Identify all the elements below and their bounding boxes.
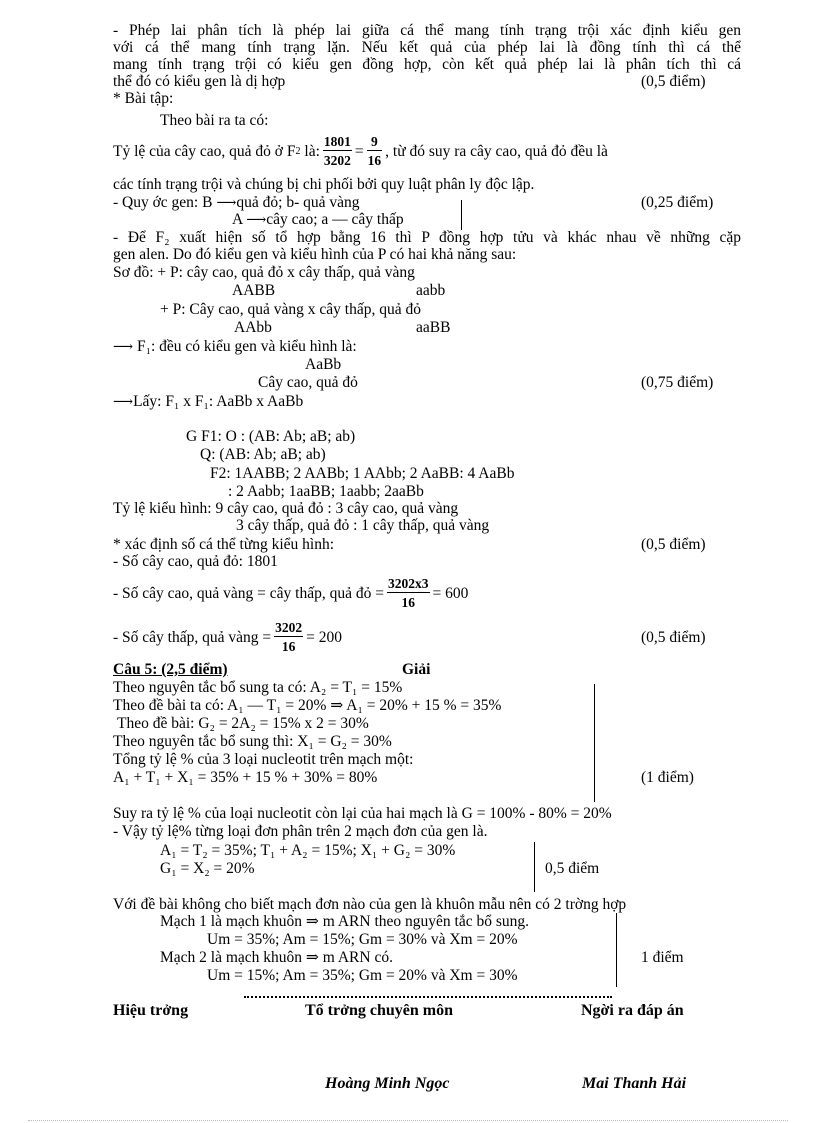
gamete-f1-male: G F1: O : (AB: Ab; aB; ab) [186, 428, 356, 445]
score-q5-part2: 0,5 điểm [545, 860, 600, 877]
count-tall-red: - Số cây cao, quả đỏ: 1801 [113, 553, 278, 570]
fraction-9-16 [367, 134, 383, 168]
f2-genotypes-line1: F2: 1AABB; 2 AABb; 1 AAbb; 2 AaBB: 4 AaBb [210, 465, 515, 482]
q5-line6: A₁ + T₁ + X₁ = 35% + 15 % + 30% = 80% [113, 769, 378, 786]
question5-title: Câu 5: (2,5 điểm) [113, 661, 228, 678]
f1-line [113, 338, 357, 356]
f1-genotype: AaBb [305, 356, 342, 373]
diagram-p2: + P: Cây cao, quả vàng x cây thấp, quả đỏ [160, 301, 421, 318]
gene-convention-b: quả đỏ; b- quả vàng [236, 194, 360, 211]
q5-line5: Tổng tỷ lệ % của 3 loại nucleotit trên mạch một: [113, 751, 414, 768]
vertical-bracket [461, 200, 462, 230]
vertical-bracket [594, 684, 595, 802]
fraction-numerator: 3202x3 [388, 576, 429, 591]
count-short-yellow-line [113, 616, 342, 658]
q5-per-strand-line2: G₁ = X₂ = 20% [160, 860, 255, 877]
signature-title-principal: Hiệu trởng [113, 1002, 189, 1019]
score-count: (0,5 điểm) [641, 536, 706, 553]
diagram-p1: Sơ đồ: + P: cây cao, quả đỏ x cây thấp, quả vàng [113, 264, 415, 281]
score-gene-convention: (0,25 điểm) [641, 194, 714, 211]
ratio-sub: 2 [295, 145, 301, 157]
q5-per-strand-line1: A₁ = T₂ = 35%; T₁ + A₂ = 15%; X₁ + G₂ = 30% [160, 842, 456, 859]
fraction-numerator: 1801 [323, 134, 351, 149]
score-f1: (0,75 điểm) [641, 374, 714, 391]
ratio-line: Tỷ lệ của cây cao, quả đỏ ở F 2 là: $\frac{1801}{3202}$ = $\frac{9}{16}$ , từ đó suy ra cây cao, quả đỏ đều là [113, 134, 608, 168]
q5-line1: Theo nguyên tắc bổ sung ta có: A₂ = T₁ = 15% [113, 679, 403, 696]
gene-convention-line1 [113, 194, 360, 212]
count-short-yellow-result: = 200 [306, 628, 342, 646]
f1-cross-line [113, 393, 303, 411]
count-heading: * xác định số cá thể từng kiểu hình: [113, 536, 335, 553]
fraction-denominator: 16 [367, 153, 382, 168]
para-testcross-line3: mang tính trạng trội có kiểu gen đồng hợp, còn kết quả phép lai là phân tích thì cá [113, 56, 741, 73]
arrow-right-icon: ⟶ [113, 395, 134, 410]
fraction-1801-3202 [323, 134, 352, 168]
fraction-numerator: 9 [367, 134, 383, 151]
q5-case2-values: Um = 15%; Am = 35%; Gm = 20% và Xm = 30% [207, 967, 518, 984]
signature-name-head: Hoàng Minh Ngọc [325, 1075, 450, 1092]
fraction-numerator: 3202 [275, 620, 303, 635]
q5-case1: Mạch 1 là mạch khuôn ⇒ m ARN theo nguyên tắc bổ sung. [160, 913, 529, 930]
count-short-yellow-text: - Số cây thấp, quả vàng = [113, 628, 272, 646]
genotype-aabb-dominant: AABB [232, 282, 276, 299]
q5-line3: Theo đề bài: G₂ = 2A₂ = 15% x 2 = 30% [117, 715, 369, 732]
gene-convention-label: - Quy ớc gen: B [113, 194, 213, 211]
genotype-aabb-recessive: aabb [416, 282, 446, 299]
f2-condition-line2: gen alen. Do đó kiểu gen và kiểu hình của P có hai khả năng sau: [113, 246, 517, 263]
f1-cross-text: Lấy: F₁ x F₁: AaBb x AaBb [133, 393, 304, 410]
genotype-aabb-p2-2: aaBB [416, 319, 451, 336]
exercise-intro: Theo bài ra ta có: [160, 112, 269, 129]
phenotype-ratio-line2: 3 cây thấp, quả đỏ : 1 cây thấp, quả vàng [236, 517, 490, 534]
fraction-denominator: 16 [401, 595, 415, 610]
solution-heading: Giải [402, 661, 431, 678]
ratio-prefix: Tỷ lệ của cây cao, quả đỏ ở F [113, 142, 296, 160]
score-q5-part1: (1 điểm) [641, 769, 694, 786]
q5-case1-values: Um = 35%; Am = 15%; Gm = 30% và Xm = 20% [207, 931, 518, 948]
fraction-denominator: 16 [281, 639, 296, 654]
gene-convention-a: A [232, 211, 243, 228]
vertical-bracket [616, 913, 617, 987]
vertical-bracket [534, 842, 535, 892]
arrow-right-icon: ⟶ [246, 213, 267, 228]
para-testcross-line1: - Phép lai phân tích là phép lai giữa cá thể mang tính trạng trội xác định kiểu gen [113, 22, 741, 39]
signature-name-author: Mai Thanh Hải [582, 1075, 687, 1092]
signature-title-author: Ngời ra đáp án [581, 1002, 684, 1019]
genotype-aabb-p2-1: AAbb [234, 319, 272, 336]
gene-convention-a-desc: cây cao; a — cây thấp [266, 211, 404, 228]
q5-line4: Theo nguyên tắc bổ sung thì: X₁ = G₂ = 30% [113, 733, 392, 750]
count-tall-yellow-line [113, 572, 468, 614]
gene-convention-line2 [232, 211, 404, 229]
f1-text: F₁: đều có kiểu gen và kiểu hình là: [136, 338, 357, 355]
arrow-right-icon: ⟶ [216, 196, 237, 211]
q5-per-strand-heading: - Vậy tỷ lệ% từng loại đơn phân trên 2 mạch đơn của gen là. [113, 823, 488, 840]
signature-title-head: Tổ trởng chuyên môn [305, 1002, 453, 1019]
exercise-heading: * Bài tập: [113, 90, 174, 107]
arrow-right-icon: ⟶ [113, 340, 134, 355]
count-tall-yellow-result: = 600 [432, 584, 469, 602]
fraction-3202x3-16 [387, 576, 430, 610]
page-footer-rule [28, 1120, 788, 1121]
ratio-suffix: , từ đó suy ra cây cao, quả đỏ đều là [385, 142, 608, 160]
dotted-separator [244, 996, 612, 998]
score-q5-part3: 1 điểm [641, 949, 684, 966]
score-testcross: (0,5 điểm) [641, 73, 706, 90]
f2-condition-line1: - Để F₂ xuất hiện số tổ hợp bằng 16 thì P đồng hợp tửu và khác nhau về những cặp [113, 229, 741, 246]
q5-conclusion: Suy ra tỷ lệ % của loại nucleotit còn lại của hai mạch là G = 100% - 80% = 20% [113, 805, 612, 822]
fraction-3202-16 [274, 620, 303, 654]
ratio-la: là: [304, 142, 320, 160]
f1-phenotype: Cây cao, quả đỏ [258, 374, 358, 391]
q5-two-cases: Với đề bài không cho biết mạch đơn nào của gen là khuôn mẫu nên có 2 trờng hợp [113, 896, 627, 913]
q5-line2: Theo đề bài ta có: A₁ — T₁ = 20% ⇒ A₁ = 20% + 15 % = 35% [113, 697, 502, 714]
q5-case2: Mạch 2 là mạch khuôn ⇒ m ARN có. [160, 949, 393, 966]
score-short-yellow: (0,5 điểm) [641, 629, 706, 646]
phenotype-ratio-line1: Tỷ lệ kiểu hình: 9 cây cao, quả đỏ : 3 cây cao, quả vàng [113, 500, 459, 517]
para-testcross-line4: thể đó có kiểu gen là dị hợp [113, 73, 286, 90]
ratio-line2: các tính trạng trội và chúng bị chi phối bởi quy luật phân ly độc lập. [113, 176, 535, 193]
para-testcross-line2: với cá thể mang tính trạng lặn. Nếu kết quả của phép lai là đồng tính thì cá thể [113, 39, 741, 56]
f2-genotypes-line2: : 2 Aabb; 1aaBB; 1aabb; 2aaBb [228, 483, 424, 500]
fraction-denominator: 3202 [323, 153, 351, 168]
gamete-f1-female: Q: (AB: Ab; aB; ab) [200, 446, 326, 463]
count-tall-yellow-text: - Số cây cao, quả vàng = cây thấp, quả đỏ = [113, 584, 384, 602]
